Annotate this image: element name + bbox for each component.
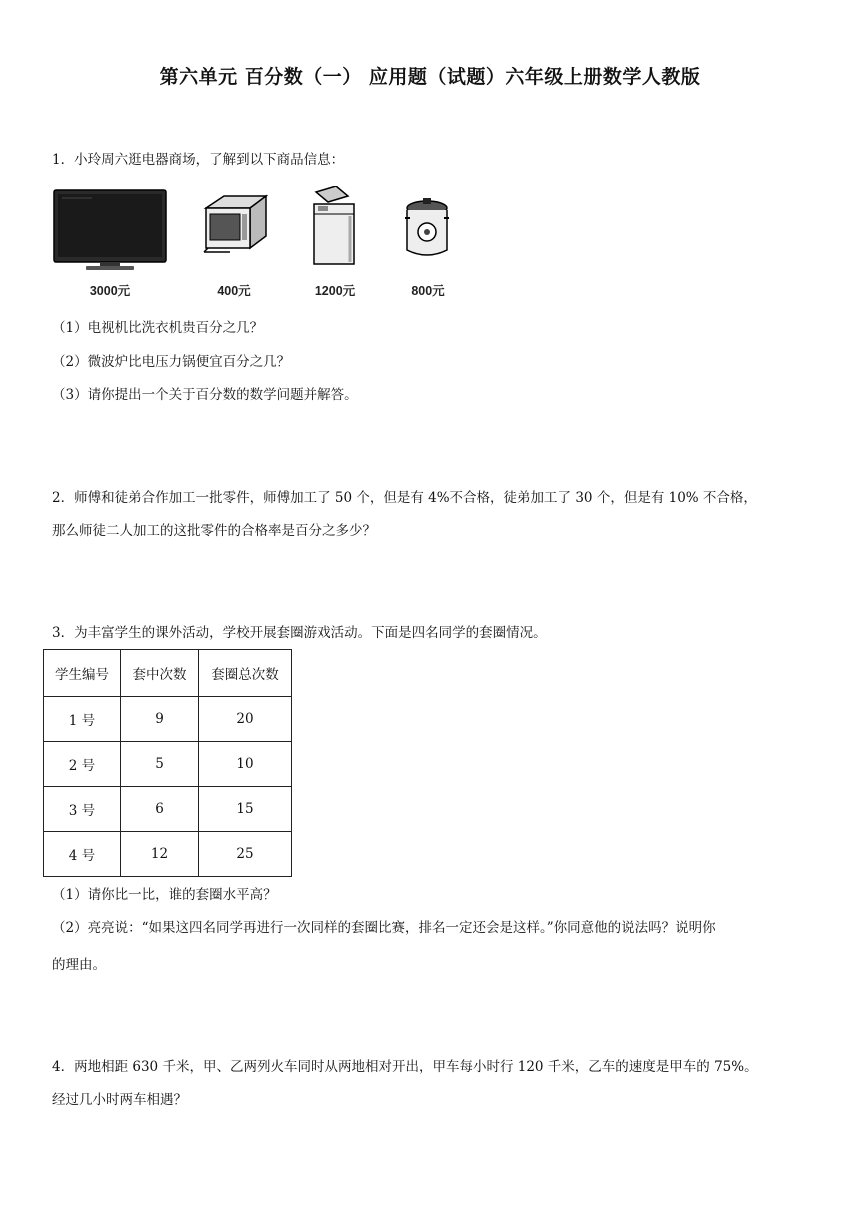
microwave-icon — [200, 186, 268, 270]
table-cell: 25 — [199, 832, 292, 877]
table-cell: 9 — [121, 697, 199, 742]
table-cell: 5 — [121, 742, 199, 787]
table-cell: 4 号 — [44, 832, 121, 877]
tv-price: 3000元 — [89, 284, 131, 298]
table-row — [44, 742, 292, 787]
product-images — [52, 186, 472, 306]
page-title: 第六单元 百分数（一） 应用题（试题）六年级上册数学人教版 — [159, 66, 701, 88]
table-row — [44, 832, 292, 877]
q1-sub2: （2）微波炉比电压力锅便宜百分之几？ — [52, 354, 291, 370]
washing-machine-icon — [306, 186, 362, 276]
table-row — [44, 787, 292, 832]
hoop-table — [43, 649, 292, 877]
table-cell: 15 — [199, 787, 292, 832]
q4-line1: 4．两地相距 630 千米，甲、乙两列火车同时从两地相对开出，甲车每小时行 120 千米，乙车的速度是甲车的 75%。 — [52, 1059, 758, 1075]
table-cell: 2 号 — [44, 742, 121, 787]
q4-line2: 经过几小时两车相遇？ — [52, 1092, 187, 1108]
table-header: 套圈总次数 — [199, 650, 292, 697]
q3-stem: 3．为丰富学生的课外活动，学校开展套圈游戏活动。下面是四名同学的套圈情况。 — [52, 625, 547, 641]
q3-sub2-line1: （2）亮亮说：“如果这四名同学再进行一次同样的套圈比赛，排名一定还会是这样。”你同意他的说法吗？说明你 — [52, 920, 716, 936]
washing-machine-price: 1200元 — [314, 284, 356, 298]
table-header: 套中次数 — [121, 650, 199, 697]
q3-sub1: （1）请你比一比，谁的套圈水平高？ — [52, 887, 277, 903]
table-cell: 10 — [199, 742, 292, 787]
table-cell: 20 — [199, 697, 292, 742]
q1-sub1: （1）电视机比洗衣机贵百分之几？ — [52, 320, 264, 336]
tv-icon — [52, 186, 168, 280]
q3-sub2-line2: 的理由。 — [52, 957, 106, 973]
q1-sub3: （3）请你提出一个关于百分数的数学问题并解答。 — [52, 387, 358, 403]
q2-line1: 2．师傅和徒弟合作加工一批零件，师傅加工了 50 个，但是有 4%不合格，徒弟加工了 30 个，但是有 10% 不合格， — [52, 490, 757, 506]
q1-stem: 1．小玲周六逛电器商场，了解到以下商品信息： — [52, 152, 345, 168]
table-cell: 3 号 — [44, 787, 121, 832]
table-header: 学生编号 — [44, 650, 121, 697]
table-cell: 12 — [121, 832, 199, 877]
pressure-cooker-icon — [402, 186, 452, 274]
table-cell: 1 号 — [44, 697, 121, 742]
microwave-price: 400元 — [217, 284, 251, 298]
table-cell: 6 — [121, 787, 199, 832]
q2-line2: 那么师徒二人加工的这批零件的合格率是百分之多少？ — [52, 523, 376, 539]
pressure-cooker-price: 800元 — [411, 284, 445, 298]
table-header-row — [44, 650, 292, 697]
table-row — [44, 697, 292, 742]
